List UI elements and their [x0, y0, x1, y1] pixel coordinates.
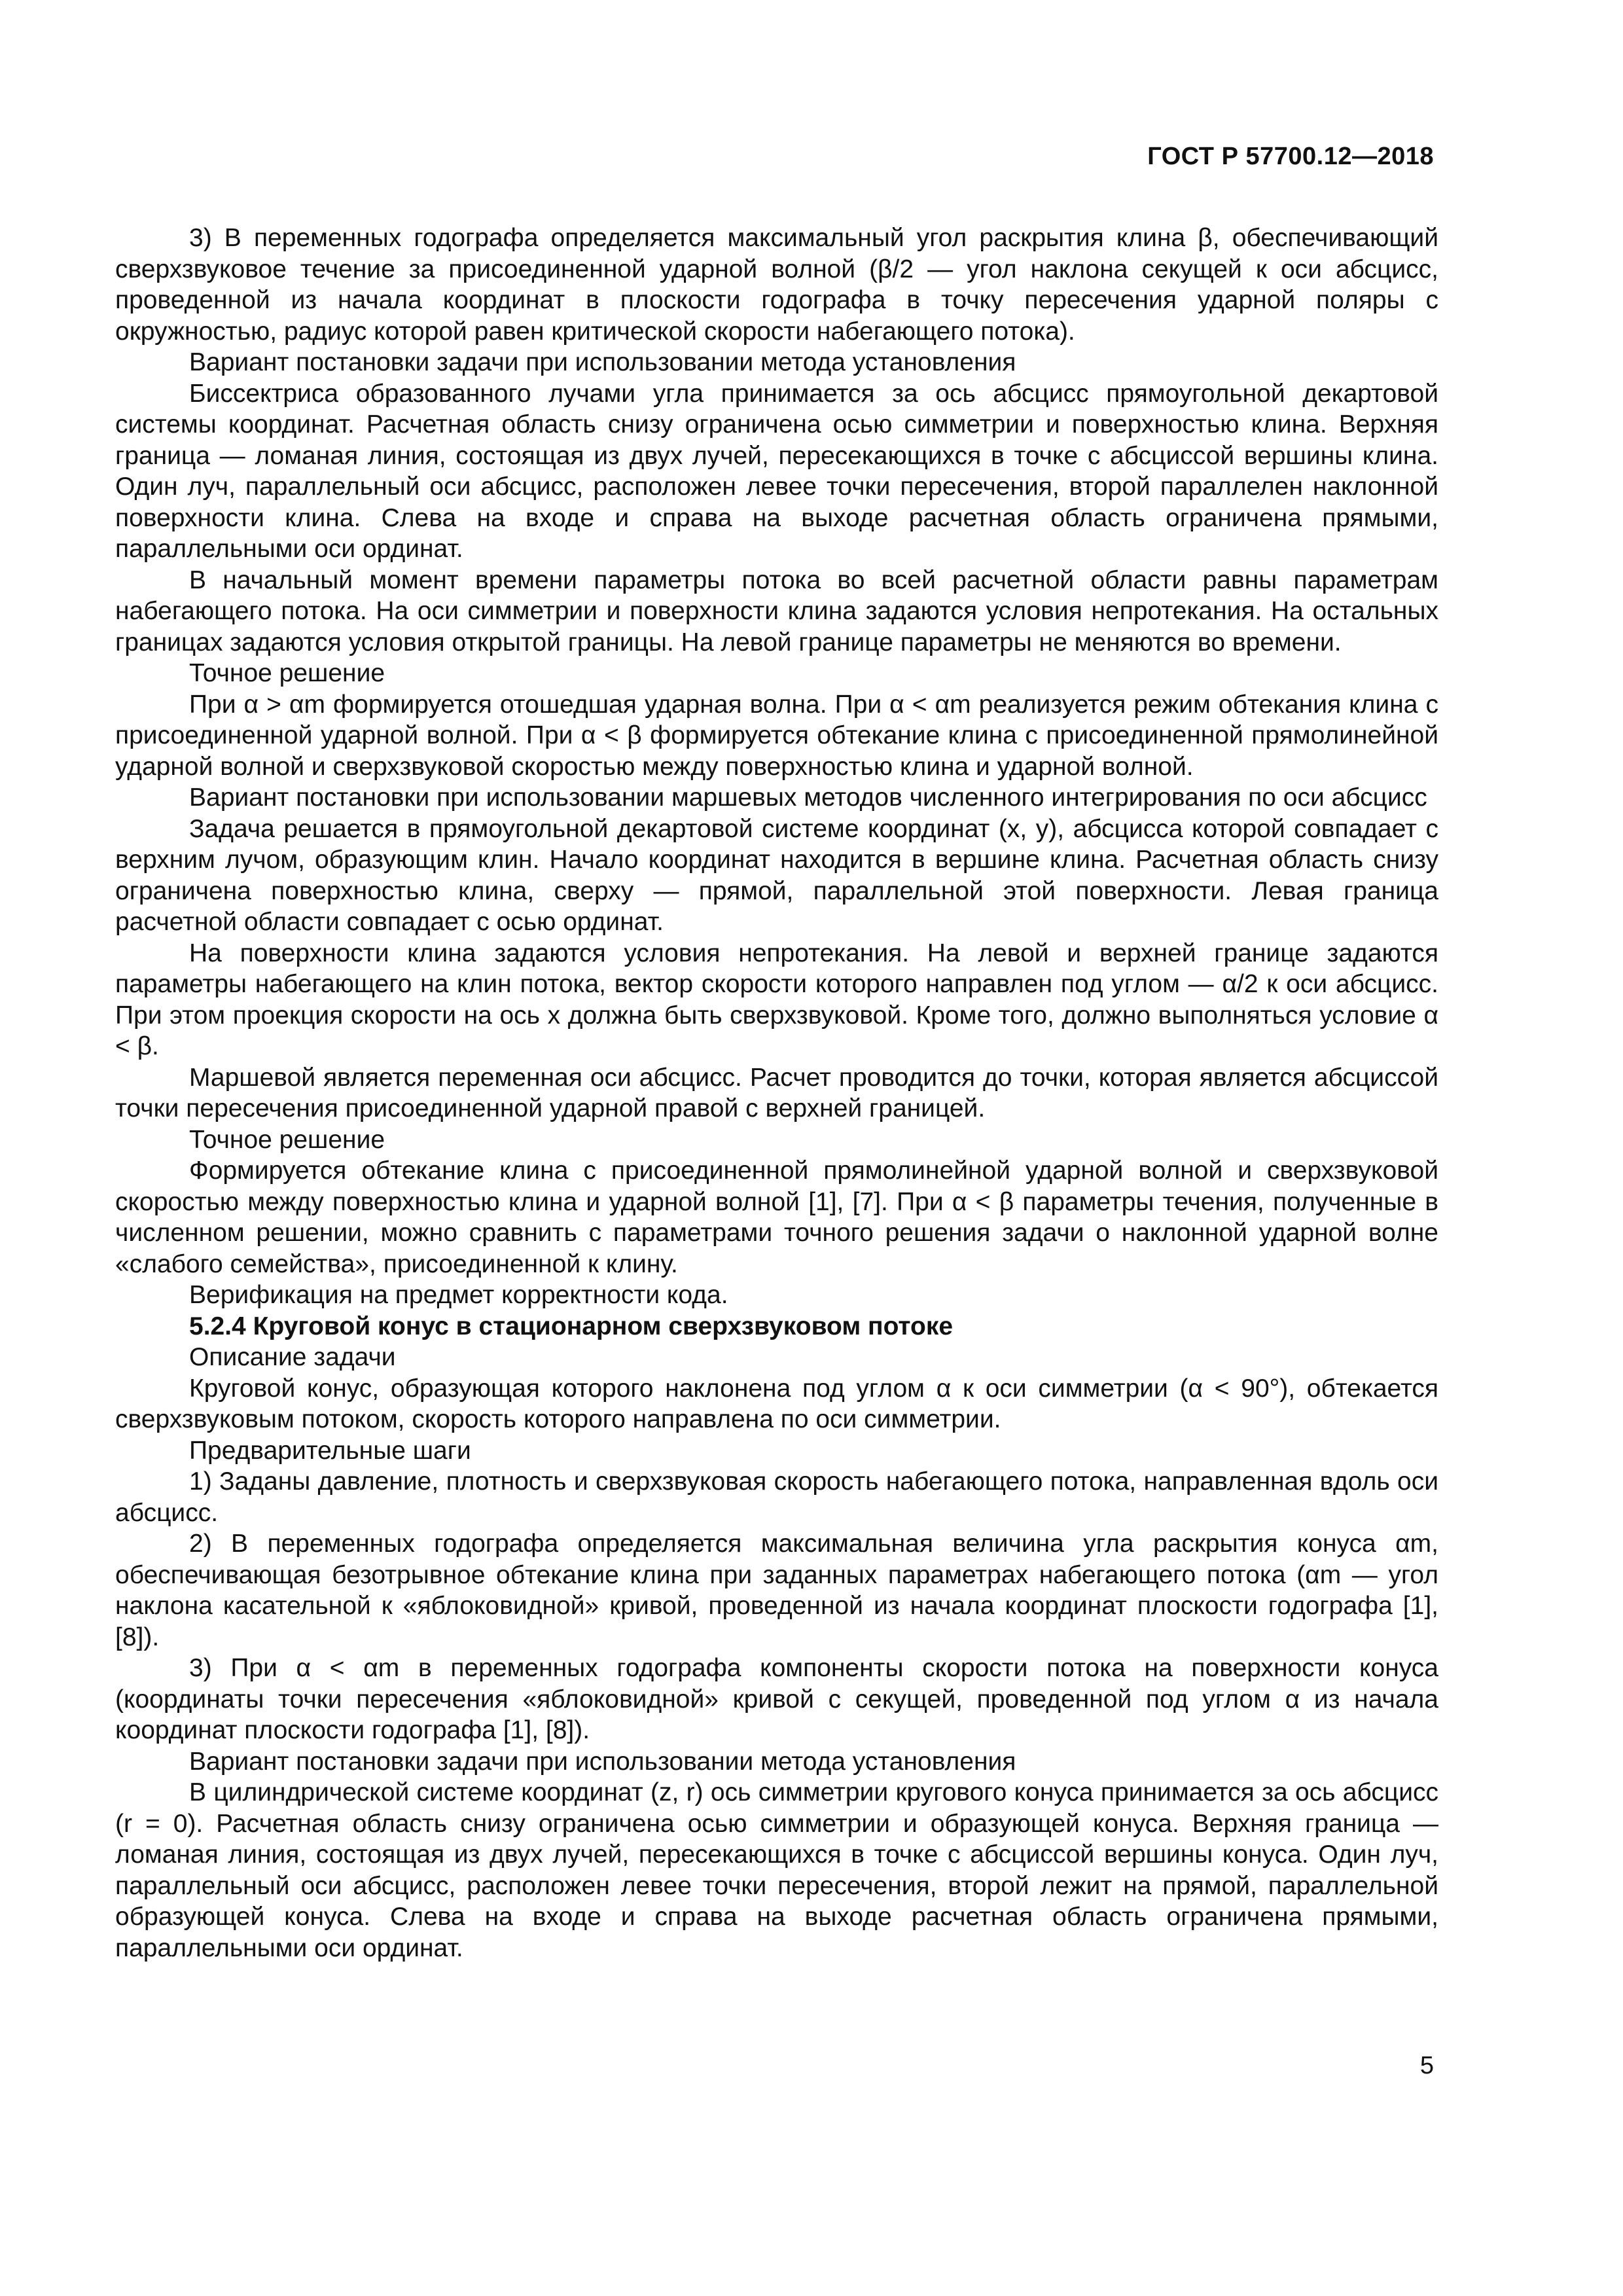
paragraph: Точное решение [189, 1125, 385, 1154]
paragraph: В цилиндрической системе координат (z, r) ось симметрии кругового конуса принимается за ось абсцисс (r = 0). Расчетная область снизу ограничена осью симметрии и образующей конуса. Верхняя граница — ломаная линия, состоящая из двух лучей, пересекающихся в точке с абсциссой вершины конуса. Один луч, параллельный оси абсцисс, расположен левее точки пересечения, второй лежит на прямой, параллельной образующей конуса. Слева на входе и справа на выходе расчетная область ограничена прямыми, параллельными оси ординат. [115, 1778, 1438, 1962]
paragraph: Формируется обтекание клина с присоединенной прямолинейной ударной волной и сверхзвуковой скоростью между поверхностью клина и ударной волной [1], [7]. При α < β параметры течения, полученные в численном решении, можно сравнить с параметрами точного решения задачи о наклонной ударной волне «слабого семейства», присоединенной к клину. [115, 1157, 1438, 1278]
paragraph: В начальный момент времени параметры потока во всей расчетной области равны параметрам набегающего потока. На оси симметрии и поверхности клина задаются условия непротекания. На остальных границах задаются условия открытой границы. На левой границе параметры не меняются во времени. [115, 565, 1438, 656]
paragraph: Предварительные шаги [189, 1436, 471, 1465]
paragraph: Вариант постановки задачи при использовании метода установления [189, 1747, 1016, 1776]
paragraph: Описание задачи [189, 1343, 396, 1371]
paragraph: 1) Заданы давление, плотность и сверхзвуковая скорость набегающего потока, направленная вдоль оси абсцисс. [115, 1467, 1438, 1527]
page-number: 5 [1419, 2052, 1434, 2079]
paragraph: Биссектриса образованного лучами угла принимается за ось абсцисс прямоугольной декартовой системы координат. Расчетная область снизу ограничена осью симметрии и поверхностью клина. Верхняя граница — ломаная линия, состоящая из двух лучей, пересекающихся в точке с абсциссой вершины клина. Один луч, параллельный оси абсцисс, расположен левее точки пересечения, второй параллелен наклонной поверхности клина. Слева на входе и справа на выходе расчетная область ограничена прямыми, параллельными оси ординат. [115, 379, 1438, 563]
paragraph: На поверхности клина задаются условия непротекания. На левой и верхней границе задаются параметры набегающего на клин потока, вектор скорости которого направлен под углом — α/2 к оси абсцисс. При этом проекция скорости на ось x должна быть сверхзвуковой. Кроме того, должно выполняться условие α < β. [115, 939, 1438, 1060]
paragraph: Верификация на предмет корректности кода. [189, 1281, 728, 1309]
paragraph: При α > αm формируется отошедшая ударная волна. При α < αm реализуется режим обтекания клина с присоединенной ударной волной. При α < β формируется обтекание клина с присоединенной прямолинейной ударной волной и сверхзвуковой скоростью между поверхностью клина и ударной волной. [115, 690, 1438, 781]
paragraph: 3) В переменных годографа определяется максимальный угол раскрытия клина β, обеспечивающий сверхзвуковое течение за присоединенной ударной волной (β/2 — угол наклона секущей к оси абсцисс, проведенной из начала координат в плоскости годографа в точку пересечения ударной поляры с окружностью, радиус которой равен критической скорости набегающего потока). [115, 224, 1438, 346]
paragraph: Круговой конус, образующая которого наклонена под углом α к оси симметрии (α < 90°), обтекается сверхзвуковым потоком, скорость которого направлена по оси симметрии. [115, 1374, 1438, 1433]
paragraph: Точное решение [189, 659, 385, 687]
paragraph: Задача решается в прямоугольной декартовой системе координат (x, y), абсцисса которой совпадает с верхним лучом, образующим клин. Начало координат находится в вершине клина. Расчетная область снизу ограничена поверхностью клина, сверху — прямой, параллельной этой поверхности. Левая граница расчетной области совпадает с осью ординат. [115, 814, 1438, 936]
paragraph: Вариант постановки при использовании маршевых методов численного интегрирования по оси абсцисс [189, 783, 1427, 812]
paragraph: Вариант постановки задачи при использовании метода установления [189, 348, 1016, 376]
body-text [115, 223, 1438, 1964]
section-heading: 5.2.4 Круговой конус в стационарном сверхзвуковом потоке [189, 1312, 954, 1340]
paragraph: Маршевой является переменная оси абсцисс. Расчет проводится до точки, которая является абсциссой точки пересечения присоединенной ударной правой с верхней границей. [115, 1063, 1438, 1122]
paragraph: 2) В переменных годографа определяется максимальная величина угла раскрытия конуса αm, обеспечивающая безотрывное обтекание клина при заданных параметрах набегающего потока (αm — угол наклона касательной к «яблоковидной» кривой, проведенной из начала координат плоскости годографа [1], [8]). [115, 1530, 1438, 1651]
paragraph: 3) При α < αm в переменных годографа компоненты скорости потока на поверхности конуса (координаты точки пересечения «яблоковидной» кривой с секущей, проведенной под углом α из начала координат плоскости годографа [1], [8]). [115, 1654, 1438, 1744]
document-code: ГОСТ Р 57700.12—2018 [1147, 143, 1434, 170]
